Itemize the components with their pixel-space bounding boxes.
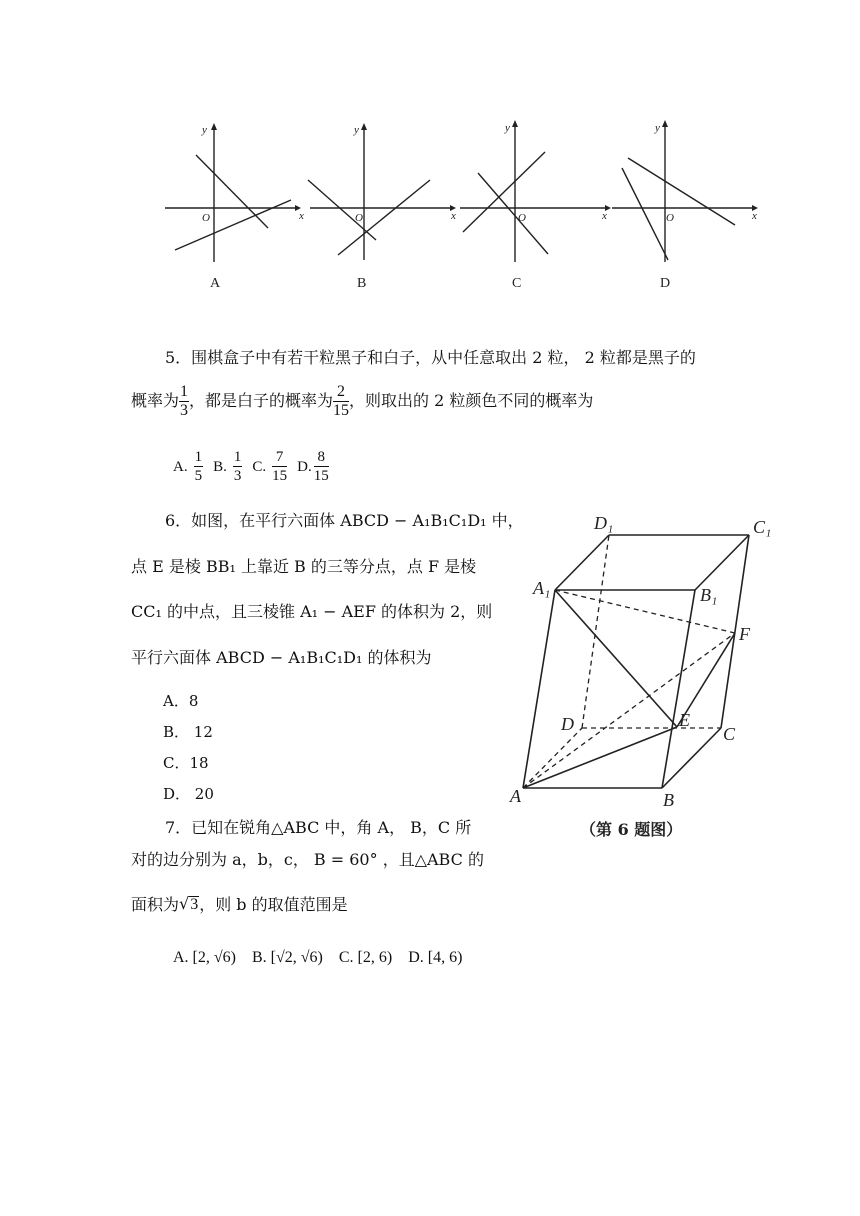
q5-line-2 bbox=[131, 382, 593, 420]
graph-c-x-letter: x bbox=[602, 210, 607, 222]
vertex-b: B bbox=[663, 790, 674, 810]
q5-option-b-label: B. bbox=[213, 458, 227, 475]
edge-a1d1 bbox=[555, 535, 609, 590]
q5-p-black bbox=[179, 383, 189, 420]
graph-d-label: D bbox=[660, 276, 671, 291]
graph-options-figure bbox=[0, 0, 860, 300]
graph-b-x-letter: x bbox=[451, 210, 456, 222]
segment-a1e bbox=[555, 590, 677, 727]
graph-d bbox=[612, 125, 752, 262]
graph-d-line-1 bbox=[628, 158, 735, 225]
segment-ae bbox=[523, 727, 677, 788]
q6-line-4: 平行六面体 ABCD − A₁B₁C₁D₁ 的体积为 bbox=[131, 648, 432, 667]
parallelepiped-figure bbox=[495, 500, 795, 850]
vertex-d1: D₁ bbox=[594, 513, 614, 533]
q6-line-2: 点 E 是棱 BB₁ 上靠近 B 的三等分点，点 F 是棱 bbox=[131, 557, 477, 576]
q7-options: A. [2, √6) B. [√2, √6) C. [2, 6) D. [4, 6) bbox=[173, 949, 463, 966]
q5-option-c-label: C. bbox=[252, 458, 267, 475]
q5-option-a-label: A. bbox=[173, 458, 188, 475]
graph-c-origin: O bbox=[518, 212, 526, 224]
q5-p-black-num: 1 bbox=[180, 382, 189, 400]
sqrt-sign-icon: √ bbox=[179, 894, 190, 913]
graph-b bbox=[308, 128, 450, 260]
q5-option-b-den: 3 bbox=[233, 468, 242, 484]
q5-option-c bbox=[252, 448, 287, 485]
graph-b-line-2 bbox=[338, 180, 430, 255]
graph-c bbox=[460, 125, 605, 262]
q5-option-a-den: 5 bbox=[194, 468, 203, 484]
graph-c-label: C bbox=[512, 276, 522, 291]
graph-d-origin: O bbox=[666, 212, 674, 224]
q5-option-c-den: 15 bbox=[272, 468, 288, 484]
edge-aa1 bbox=[523, 590, 555, 788]
q7-line-2: 对的边分别为 a，b，c， B = 60° ，且△ABC 的 bbox=[131, 850, 484, 869]
q7-line-3 bbox=[131, 896, 348, 913]
graph-c-y-letter: y bbox=[505, 122, 510, 134]
q5-p-black-den: 3 bbox=[180, 401, 189, 419]
q7-line-3-b: ，则 b 的取值范围是 bbox=[199, 894, 348, 914]
q6-option-b: B． 12 bbox=[163, 723, 213, 741]
q5-line-2-a: 概率为 bbox=[131, 391, 180, 410]
graph-b-origin: O bbox=[355, 212, 363, 224]
figure-caption: （第 6 题图） bbox=[580, 820, 683, 839]
graph-d-y-letter: y bbox=[655, 122, 660, 134]
q7-line-1: 7．已知在锐角△ABC 中，角 A， B，C 所 bbox=[165, 818, 472, 837]
graph-d-x-letter: x bbox=[752, 210, 757, 222]
graph-a bbox=[165, 128, 295, 262]
edge-b1c1 bbox=[695, 535, 749, 590]
q7-sqrt bbox=[179, 896, 199, 913]
q6-option-a: A．8 bbox=[163, 692, 199, 710]
graph-a-y-letter: y bbox=[202, 124, 207, 136]
q6-line-1: 6．如图，在平行六面体 ABCD − A₁B₁C₁D₁ 中， bbox=[165, 511, 524, 530]
graph-d-line-2 bbox=[622, 168, 668, 260]
q5-option-d bbox=[297, 448, 329, 485]
graph-c-line-1 bbox=[463, 152, 545, 232]
vertex-a: A bbox=[510, 786, 521, 806]
q6-line-3: CC₁ 的中点，且三棱锥 A₁ − AEF 的体积为 2，则 bbox=[131, 602, 493, 621]
vertex-f: F bbox=[739, 624, 750, 644]
vertex-b1: B₁ bbox=[700, 585, 718, 605]
graph-a-x-letter: x bbox=[299, 210, 304, 222]
graph-a-label: A bbox=[210, 276, 221, 291]
q7-sqrt-value: 3 bbox=[190, 896, 199, 913]
q5-option-d-label: D. bbox=[297, 458, 312, 475]
q5-option-d-num: 8 bbox=[314, 448, 329, 467]
q5-option-d-den: 15 bbox=[313, 468, 329, 484]
graph-a-origin: O bbox=[202, 212, 210, 224]
vertex-c1: C₁ bbox=[753, 517, 772, 537]
q5-option-c-num: 7 bbox=[272, 448, 287, 467]
vertex-a1: A₁ bbox=[533, 578, 551, 598]
vertex-e: E bbox=[679, 710, 690, 730]
hidden-segment-af bbox=[523, 633, 735, 788]
q5-line-2-b: ，都是白子的概率为 bbox=[189, 391, 334, 410]
q6-option-c: C．18 bbox=[163, 754, 209, 772]
vertex-d: D bbox=[561, 714, 574, 734]
q5-option-b bbox=[213, 448, 242, 485]
q5-p-white bbox=[333, 383, 349, 420]
graph-b-y-letter: y bbox=[354, 124, 359, 136]
q5-p-white-den: 15 bbox=[333, 401, 350, 419]
q5-line-1: 5．围棋盒子中有若干粒黑子和白子，从中任意取出 2 粒， 2 粒都是黑子的 bbox=[165, 348, 696, 367]
hidden-edge-dd1 bbox=[582, 535, 609, 728]
q5-option-b-num: 1 bbox=[233, 449, 242, 465]
q6-option-d: D． 20 bbox=[163, 785, 214, 803]
graph-c-line-2 bbox=[478, 173, 548, 254]
q5-option-a-num: 1 bbox=[194, 449, 203, 465]
q5-line-2-c: ，则取出的 2 粒颜色不同的概率为 bbox=[349, 391, 594, 410]
graph-b-line-1 bbox=[308, 180, 376, 240]
vertex-c: C bbox=[723, 724, 736, 744]
q5-option-a bbox=[173, 448, 203, 485]
graph-b-label: B bbox=[357, 276, 367, 291]
q5-options bbox=[173, 448, 329, 485]
q5-p-white-num: 2 bbox=[333, 383, 349, 402]
q7-line-3-a: 面积为 bbox=[131, 894, 180, 914]
